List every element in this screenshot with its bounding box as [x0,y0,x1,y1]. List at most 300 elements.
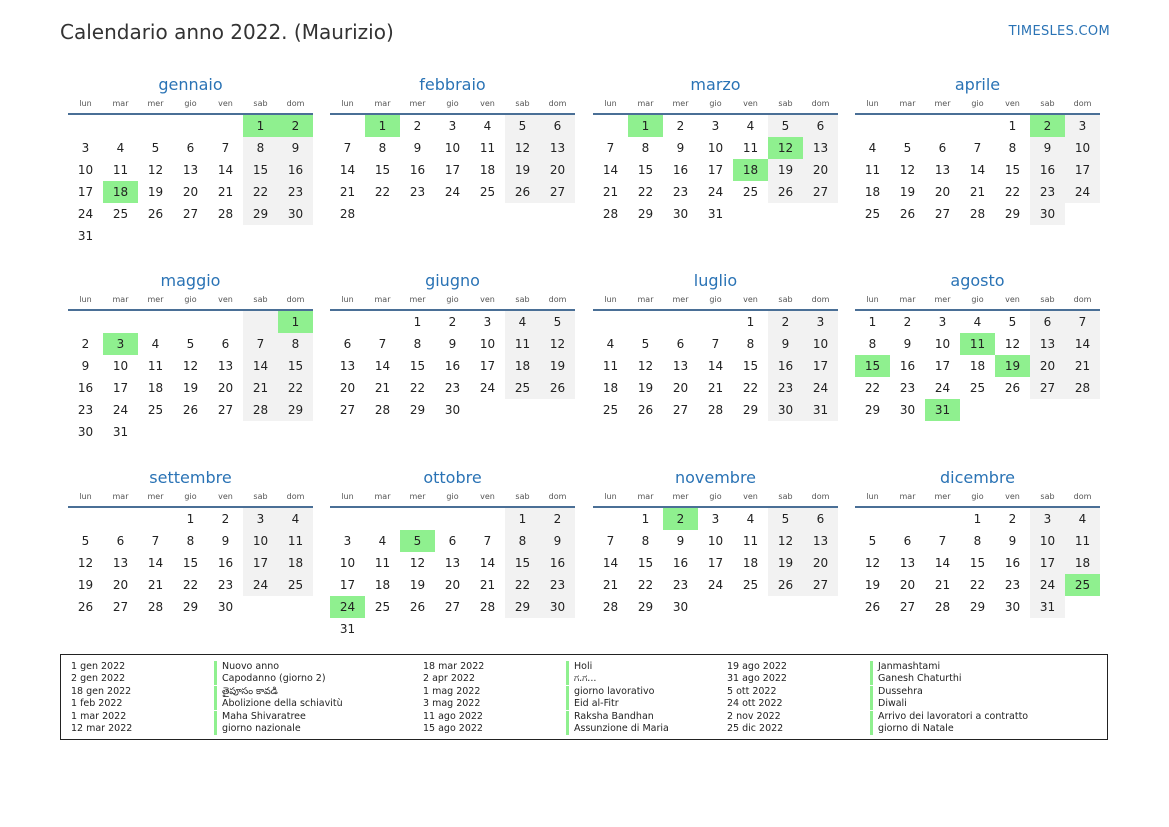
week-row [68,399,313,421]
day: 1 [746,315,755,329]
holiday-date: 25 dic 2022 [727,722,784,734]
day: 18 [278,552,313,574]
day: 24 [112,403,129,417]
day: 31 [77,229,94,243]
day: 14 [147,556,164,570]
holiday-entry [71,686,343,698]
holiday-day: 15 [855,355,890,377]
day: 24 [707,578,724,592]
day: 8 [746,337,755,351]
week-row [330,574,575,596]
holiday-entry [727,698,1028,710]
weekday-label: lun [79,492,92,501]
weekday-label: lun [866,295,879,304]
weekday-label: gio [709,99,722,108]
empty-day [138,508,173,530]
holiday-entry [71,661,343,673]
day: 6 [803,508,838,530]
day: 2 [768,311,803,333]
day: 30 [540,596,575,618]
holiday-day: 3 [103,333,138,355]
weekday-label: dom [1073,492,1092,501]
holiday-day: 19 [995,355,1030,377]
holiday-date: 12 mar 2022 [71,722,133,734]
empty-day [208,421,243,443]
day: 3 [343,534,352,548]
holiday-entry [727,686,1028,698]
day: 24 [803,377,838,399]
holiday-entry [423,661,669,673]
day: 4 [116,141,125,155]
empty-day [138,421,173,443]
day: 26 [637,403,654,417]
day: 14 [217,163,234,177]
day: 10 [444,141,461,155]
day: 18 [147,381,164,395]
weekday-header [330,490,575,508]
day: 14 [934,556,951,570]
day: 3 [938,315,947,329]
empty-day [278,596,313,618]
weekday-label: sab [778,99,793,108]
weekday-label: sab [515,492,530,501]
day: 25 [742,578,759,592]
day: 27 [803,181,838,203]
empty-day [540,203,575,225]
weekday-label: mer [934,99,951,108]
weekday-label: gio [446,99,459,108]
day: 23 [77,403,94,417]
weekday-label: mar [637,492,654,501]
day: 25 [969,381,986,395]
day: 31 [803,399,838,421]
holiday-entry [423,686,669,698]
weekday-label: dom [548,295,567,304]
empty-day [208,225,243,247]
weekday-label: mer [672,295,689,304]
holiday-name: Dussehra [878,685,923,697]
weekday-label: lun [866,99,879,108]
day: 28 [217,207,234,221]
week-row [68,508,313,530]
week-row [593,137,838,159]
holiday-marker [870,661,873,673]
day: 3 [243,508,278,530]
holiday-day: 24 [330,596,365,618]
day: 11 [742,534,759,548]
day: 18 [479,163,496,177]
day: 28 [602,207,619,221]
holiday-day: 25 [1065,574,1100,596]
week-row [68,311,313,333]
day: 3 [1030,508,1065,530]
day: 14 [339,163,356,177]
month-name: luglio [693,271,738,290]
weekday-label: mar [899,295,916,304]
weekday-label: lun [341,99,354,108]
day: 1 [505,508,540,530]
day: 27 [112,600,129,614]
empty-day [733,596,768,618]
weekday-label: dom [548,99,567,108]
day: 4 [746,512,755,526]
holiday-entry [423,673,669,685]
day: 16 [899,359,916,373]
day: 19 [505,159,540,181]
day: 19 [768,552,803,574]
day: 13 [803,530,838,552]
weekday-label: mer [147,99,164,108]
day: 3 [448,119,457,133]
weekday-label: mar [112,295,129,304]
day: 7 [973,141,982,155]
week-row [593,399,838,421]
week-row [330,377,575,399]
day: 12 [540,333,575,355]
day: 27 [444,600,461,614]
day: 16 [540,552,575,574]
day: 8 [243,137,278,159]
empty-day [330,311,365,333]
holiday-marker [566,698,569,710]
week-row [855,530,1100,552]
day: 9 [676,141,685,155]
empty-day [855,508,890,530]
day: 20 [182,185,199,199]
day: 21 [1065,355,1100,377]
holiday-date: 2 apr 2022 [423,673,476,685]
empty-day [278,225,313,247]
empty-day [435,203,470,225]
day: 18 [742,556,759,570]
month-ottobre [330,467,575,640]
day: 9 [81,359,90,373]
day: 22 [969,578,986,592]
empty-day [173,421,208,443]
empty-day [505,203,540,225]
day: 12 [409,556,426,570]
weekday-header [68,97,313,115]
day: 23 [672,185,689,199]
holiday-name: Ganesh Chaturthi [878,673,962,685]
week-row [68,377,313,399]
day: 4 [151,337,160,351]
day: 9 [1030,137,1065,159]
day: 2 [540,508,575,530]
week-row [330,508,575,530]
day: 28 [374,403,391,417]
day: 27 [934,207,951,221]
empty-day [400,618,435,640]
week-row [330,311,575,333]
day: 10 [707,141,724,155]
day: 8 [868,337,877,351]
empty-day [995,399,1030,421]
day: 20 [540,159,575,181]
holiday-marker [870,711,873,723]
day: 25 [864,207,881,221]
day: 21 [339,185,356,199]
weekday-header [855,97,1100,115]
weekday-label: dom [811,295,830,304]
weekday-label: gio [971,492,984,501]
week-row [855,333,1100,355]
holiday-column [727,661,1028,735]
day: 9 [768,333,803,355]
day: 25 [147,403,164,417]
holiday-date: 19 ago 2022 [727,661,787,672]
day: 14 [479,556,496,570]
day: 22 [182,578,199,592]
holiday-name: ಗ.ಗ... [574,673,597,685]
day: 17 [77,185,94,199]
day: 16 [409,163,426,177]
day: 14 [707,359,724,373]
day: 10 [77,163,94,177]
empty-day [855,115,890,137]
weekday-label: mar [374,295,391,304]
day: 24 [934,381,951,395]
day: 19 [864,578,881,592]
weekday-label: dom [1073,295,1092,304]
week-row [593,333,838,355]
day: 1 [868,315,877,329]
day: 23 [444,381,461,395]
weekday-label: sab [515,295,530,304]
day: 9 [1008,534,1017,548]
day: 12 [864,556,881,570]
day: 4 [278,508,313,530]
day: 6 [448,534,457,548]
weekday-label: lun [341,492,354,501]
month-febbraio [330,74,575,225]
month-name: novembre [674,468,757,487]
day: 20 [217,381,234,395]
day: 5 [81,534,90,548]
month-dicembre [855,467,1100,618]
weekday-label: mar [374,99,391,108]
empty-day [960,399,995,421]
weekday-label: gio [184,99,197,108]
weekday-label: mar [374,492,391,501]
weekday-label: mar [637,295,654,304]
day: 22 [409,381,426,395]
month-name: gennaio [158,75,223,94]
day: 1 [641,512,650,526]
weekday-label: sab [778,492,793,501]
day: 19 [77,578,94,592]
weekday-label: ven [480,492,495,501]
holiday-marker [566,661,569,673]
day: 25 [479,185,496,199]
weekday-label: dom [548,492,567,501]
holiday-date: 31 ago 2022 [727,673,787,685]
day: 14 [243,355,278,377]
day: 26 [147,207,164,221]
day: 26 [899,207,916,221]
holiday-name: Janmashtami [878,661,941,672]
empty-day [435,618,470,640]
weekday-label: lun [604,492,617,501]
day: 17 [1030,552,1065,574]
holiday-day: 11 [960,333,995,355]
day: 12 [637,359,654,373]
empty-day [208,115,243,137]
day: 2 [448,315,457,329]
weekday-label: dom [286,99,305,108]
month-name: maggio [160,271,221,290]
week-row [855,159,1100,181]
week-row [855,311,1100,333]
day: 27 [182,207,199,221]
day: 20 [1030,355,1065,377]
day: 17 [1065,159,1100,181]
day: 9 [903,337,912,351]
day: 12 [1004,337,1021,351]
day: 11 [505,333,540,355]
holiday-name: giorno nazionale [222,722,301,734]
holiday-name: Diwali [878,698,907,710]
weekday-label: mar [637,99,654,108]
week-row [68,355,313,377]
day: 29 [182,600,199,614]
holiday-marker [566,673,569,685]
day: 9 [448,337,457,351]
week-row [855,508,1100,530]
day: 11 [479,141,496,155]
weekday-label: mer [409,492,426,501]
day: 15 [409,359,426,373]
weekday-label: gio [971,99,984,108]
week-row [593,159,838,181]
day: 5 [505,115,540,137]
empty-day [103,225,138,247]
day: 28 [147,600,164,614]
day: 1 [186,512,195,526]
day: 11 [1065,530,1100,552]
holiday-list [60,654,1108,740]
day: 1 [413,315,422,329]
day: 29 [505,596,540,618]
empty-day [698,596,733,618]
day: 18 [505,355,540,377]
day: 5 [768,115,803,137]
weekday-label: sab [253,99,268,108]
day: 23 [672,578,689,592]
day: 4 [746,119,755,133]
day: 12 [505,137,540,159]
month-settembre [68,467,313,618]
day: 22 [505,574,540,596]
day: 9 [278,137,313,159]
day: 24 [707,185,724,199]
weekday-label: gio [184,295,197,304]
week-row [855,377,1100,399]
weekday-label: ven [480,99,495,108]
day: 30 [672,207,689,221]
weekday-label: gio [446,492,459,501]
day: 9 [676,534,685,548]
day: 13 [672,359,689,373]
day: 15 [505,552,540,574]
holiday-entry [727,673,1028,685]
site-link[interactable]: TIMESLES.COM [1008,24,1110,39]
empty-day [68,311,103,333]
holiday-name: Maha Shivaratree [222,710,306,722]
empty-day [1030,399,1065,421]
month-gennaio [68,74,313,247]
day: 27 [339,403,356,417]
weekday-label: ven [218,492,233,501]
day: 17 [243,552,278,574]
weekday-label: gio [709,492,722,501]
holiday-entry [423,698,669,710]
day: 29 [637,600,654,614]
week-row [68,333,313,355]
day: 22 [637,185,654,199]
day: 10 [479,337,496,351]
day: 11 [864,163,881,177]
week-row [593,311,838,333]
day: 7 [711,337,720,351]
day: 23 [278,181,313,203]
day: 30 [1030,203,1065,225]
empty-day [103,115,138,137]
day: 14 [1065,333,1100,355]
day: 7 [1065,311,1100,333]
weekday-label: ven [1005,99,1020,108]
empty-day [960,115,995,137]
day: 19 [409,578,426,592]
day: 15 [243,159,278,181]
day: 15 [182,556,199,570]
day: 7 [221,141,230,155]
day: 18 [1065,552,1100,574]
empty-day [1065,399,1100,421]
day: 24 [243,574,278,596]
day: 9 [540,530,575,552]
day: 26 [864,600,881,614]
empty-day [628,311,663,333]
day: 10 [803,333,838,355]
day: 24 [1065,181,1100,203]
day: 29 [969,600,986,614]
week-row [330,552,575,574]
day: 18 [602,381,619,395]
weekday-label: mer [147,295,164,304]
empty-day [278,421,313,443]
day: 28 [1065,377,1100,399]
day: 16 [77,381,94,395]
day: 21 [374,381,391,395]
holiday-date: 3 mag 2022 [423,698,481,710]
day: 25 [505,377,540,399]
holiday-name: Abolizione della schiavitù [222,698,343,710]
holiday-name: Raksha Bandhan [574,710,654,722]
day: 22 [243,181,278,203]
day: 29 [1004,207,1021,221]
day: 17 [479,359,496,373]
empty-day [400,203,435,225]
empty-day [330,115,365,137]
holiday-day: 12 [768,137,803,159]
day: 27 [899,600,916,614]
week-row [68,181,313,203]
holiday-date: 2 gen 2022 [71,673,126,685]
day: 21 [707,381,724,395]
holiday-date: 1 mar 2022 [71,710,127,722]
day: 8 [413,337,422,351]
